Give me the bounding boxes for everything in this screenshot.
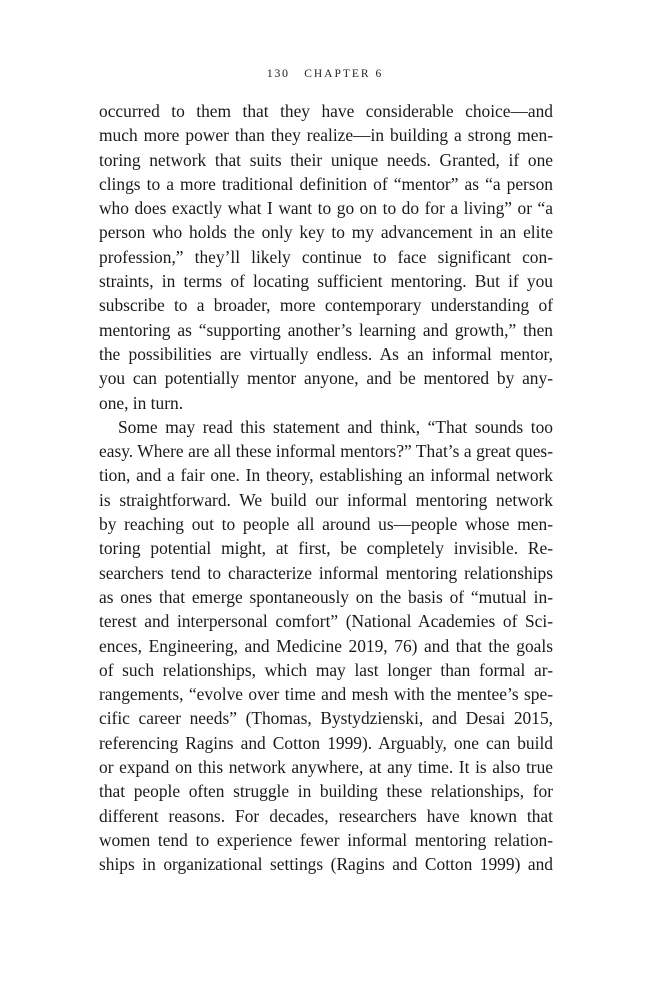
text-line: searchers tend to characterize informal mentoring relationships — [99, 562, 553, 583]
text-line: subscribe to a broader, more contemporary understanding of — [99, 295, 553, 316]
text-line: ships in organizational settings (Ragins and Cotton 1999) and — [99, 854, 553, 875]
text-line: one, in turn. — [99, 392, 184, 413]
text-line: rangements, “evolve over time and mesh with the mentee’s spe- — [99, 684, 553, 705]
text-line: cific career needs” (Thomas, Bystydzienski, and Desai 2015, — [99, 708, 553, 729]
text-line: profession,” they’ll likely continue to face significant con- — [99, 246, 553, 267]
text-line: the possibilities are virtually endless. As an informal mentor, — [99, 343, 553, 364]
paragraph — [99, 415, 553, 877]
chapter-label: CHAPTER 6 — [304, 68, 384, 80]
text-line: toring potential might, at first, be completely invisible. Re- — [99, 538, 553, 559]
text-line: much more power than they realize—in building a strong men- — [99, 125, 553, 146]
text-line: terest and interpersonal comfort” (National Academies of Sci- — [99, 611, 553, 632]
text-line: referencing Ragins and Cotton 1999). Arguably, one can build — [99, 732, 553, 753]
text-line: clings to a more traditional definition of “mentor” as “a person — [99, 173, 553, 194]
text-line: Some may read this statement and think, “That sounds too — [118, 416, 553, 437]
text-line: you can potentially mentor anyone, and be mentored by any- — [99, 368, 553, 389]
text-line: tion, and a fair one. In theory, establishing an informal network — [99, 465, 553, 486]
running-head — [0, 66, 650, 81]
text-line: straints, in terms of locating sufficient mentoring. But if you — [99, 271, 553, 292]
page-number: 130 — [266, 66, 290, 80]
text-line: by reaching out to people all around us—people whose men- — [99, 514, 553, 535]
text-line: of such relationships, which may last longer than formal ar- — [99, 659, 553, 680]
text-line: is straightforward. We build our informal mentoring network — [99, 489, 553, 510]
text-line: that people often struggle in building these relationships, for — [99, 781, 553, 802]
text-line: person who holds the only key to my advancement in an elite — [99, 222, 553, 243]
text-line: different reasons. For decades, researchers have known that — [99, 805, 553, 826]
body-text — [99, 99, 553, 877]
text-line: or expand on this network anywhere, at any time. It is also true — [99, 757, 553, 778]
text-line: ences, Engineering, and Medicine 2019, 76) and that the goals — [99, 635, 553, 656]
text-line: toring network that suits their unique needs. Granted, if one — [99, 149, 553, 170]
text-line: as ones that emerge spontaneously on the basis of “mutual in- — [99, 586, 553, 607]
text-line: women tend to experience fewer informal mentoring relation- — [99, 829, 553, 850]
text-line: occurred to them that they have considerable choice—and — [99, 101, 553, 121]
paragraph — [99, 99, 553, 415]
text-line: who does exactly what I want to go on to do for a living” or “a — [99, 198, 553, 219]
text-line: mentoring as “supporting another’s learning and growth,” then — [99, 319, 553, 340]
text-line: easy. Where are all these informal mentors?” That’s a great ques- — [99, 441, 553, 462]
